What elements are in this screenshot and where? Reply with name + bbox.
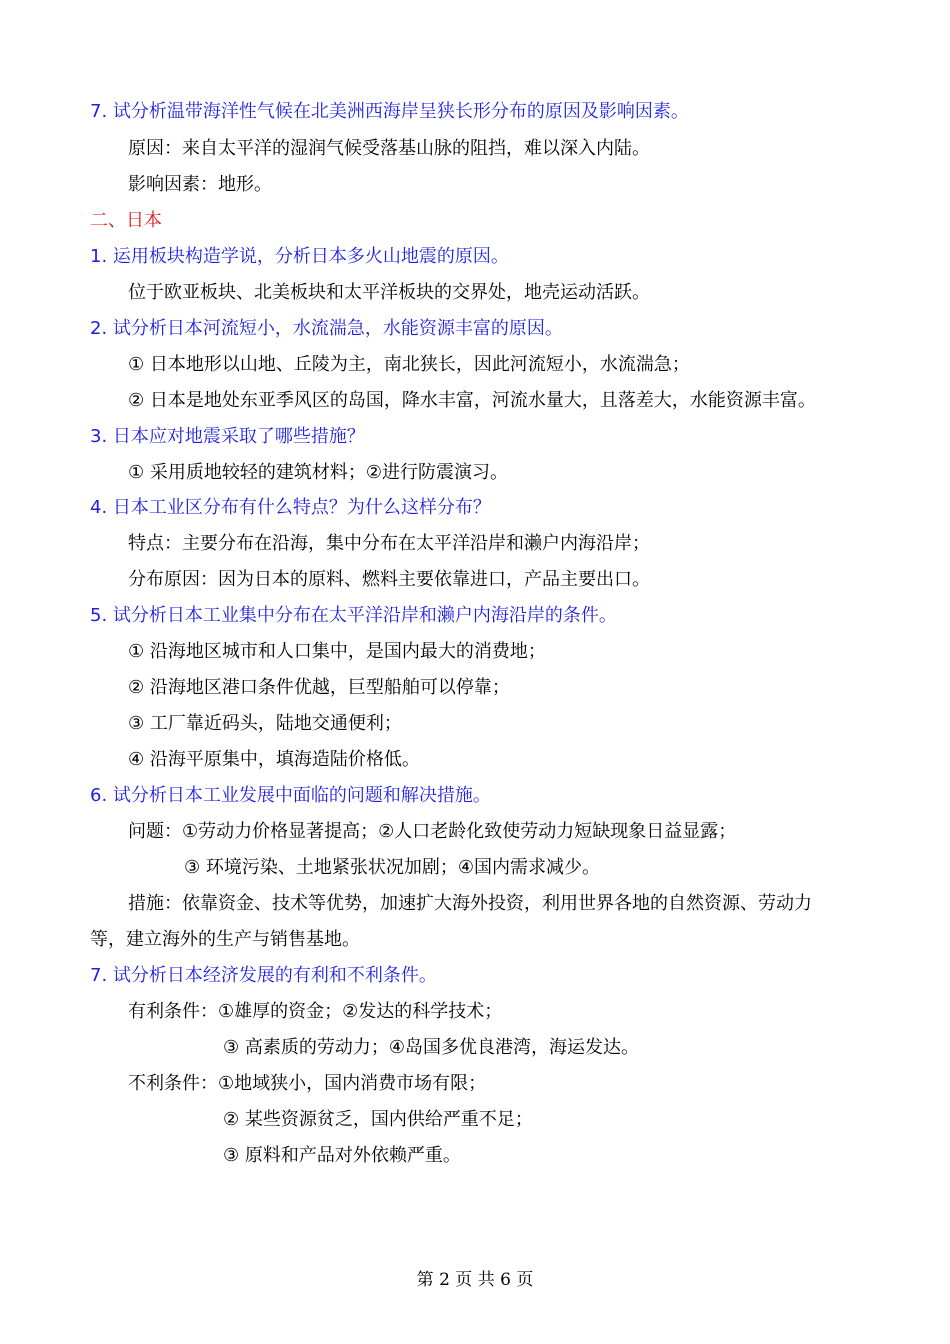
answer-4-features: 特点：主要分布在沿海，集中分布在太平洋沿岸和濑户内海沿岸； (128, 533, 650, 554)
question-1: 1. 运用板块构造学说，分析日本多火山地震的原因。 (90, 246, 509, 267)
section-heading-japan: 二、日本 (90, 210, 162, 231)
page-footer: 第 2 页 共 6 页 (416, 1270, 534, 1290)
answer-5-item-3: ③ 工厂靠近码头，陆地交通便利； (128, 713, 402, 734)
answer-2-item-2: ② 日本是地处东亚季风区的岛国，降水丰富，河流水量大，且落差大，水能资源丰富。 (128, 390, 816, 411)
question-7: 7. 试分析日本经济发展的有利和不利条件。 (90, 965, 437, 986)
answer-6-measures-1: 措施：依靠资金、技术等优势，加速扩大海外投资，利用世界各地的自然资源、劳动力 (128, 893, 812, 914)
answer-5-item-2: ② 沿海地区港口条件优越，巨型船舶可以停靠； (128, 677, 510, 698)
answer-6-problems-1: 问题：①劳动力价格显著提高；②人口老龄化致使劳动力短缺现象日益显露； (128, 821, 737, 842)
answer-5-item-1: ① 沿海地区城市和人口集中，是国内最大的消费地； (128, 641, 546, 662)
answer-7-favorable-1: 有利条件：①雄厚的资金；②发达的科学技术； (128, 1001, 503, 1022)
answer-7-unfavorable-3: ③ 原料和产品对外依赖严重。 (223, 1145, 461, 1166)
answer-factor: 影响因素：地形。 (128, 174, 272, 195)
question-7-climate: 7. 试分析温带海洋性气候在北美洲西海岸呈狭长形分布的原因及影响因素。 (90, 101, 689, 122)
answer-3: ① 采用质地较轻的建筑材料；②进行防震演习。 (128, 462, 508, 483)
answer-reason: 原因：来自太平洋的湿润气候受落基山脉的阻挡，难以深入内陆。 (128, 138, 650, 159)
question-6: 6. 试分析日本工业发展中面临的问题和解决措施。 (90, 785, 491, 806)
answer-4-reasons: 分布原因：因为日本的原料、燃料主要依靠进口，产品主要出口。 (128, 569, 650, 590)
answer-6-measures-2: 等，建立海外的生产与销售基地。 (90, 929, 360, 950)
answer-7-unfavorable-2: ② 某些资源贫乏，国内供给严重不足； (223, 1109, 533, 1130)
answer-7-favorable-2: ③ 高素质的劳动力；④岛国多优良港湾，海运发达。 (223, 1037, 639, 1058)
answer-1: 位于欧亚板块、北美板块和太平洋板块的交界处，地壳运动活跃。 (128, 282, 650, 303)
question-2: 2. 试分析日本河流短小，水流湍急，水能资源丰富的原因。 (90, 318, 563, 339)
answer-6-problems-2: ③ 环境污染、土地紧张状况加剧；④国内需求减少。 (184, 857, 600, 878)
question-4: 4. 日本工业区分布有什么特点？为什么这样分布？ (90, 497, 491, 518)
answer-2-item-1: ① 日本地形以山地、丘陵为主，南北狭长，因此河流短小，水流湍急； (128, 354, 690, 375)
answer-7-unfavorable-1: 不利条件：①地域狭小，国内消费市场有限； (128, 1073, 487, 1094)
question-5: 5. 试分析日本工业集中分布在太平洋沿岸和濑户内海沿岸的条件。 (90, 605, 617, 626)
question-3: 3. 日本应对地震采取了哪些措施？ (90, 426, 365, 447)
answer-5-item-4: ④ 沿海平原集中，填海造陆价格低。 (128, 749, 420, 770)
